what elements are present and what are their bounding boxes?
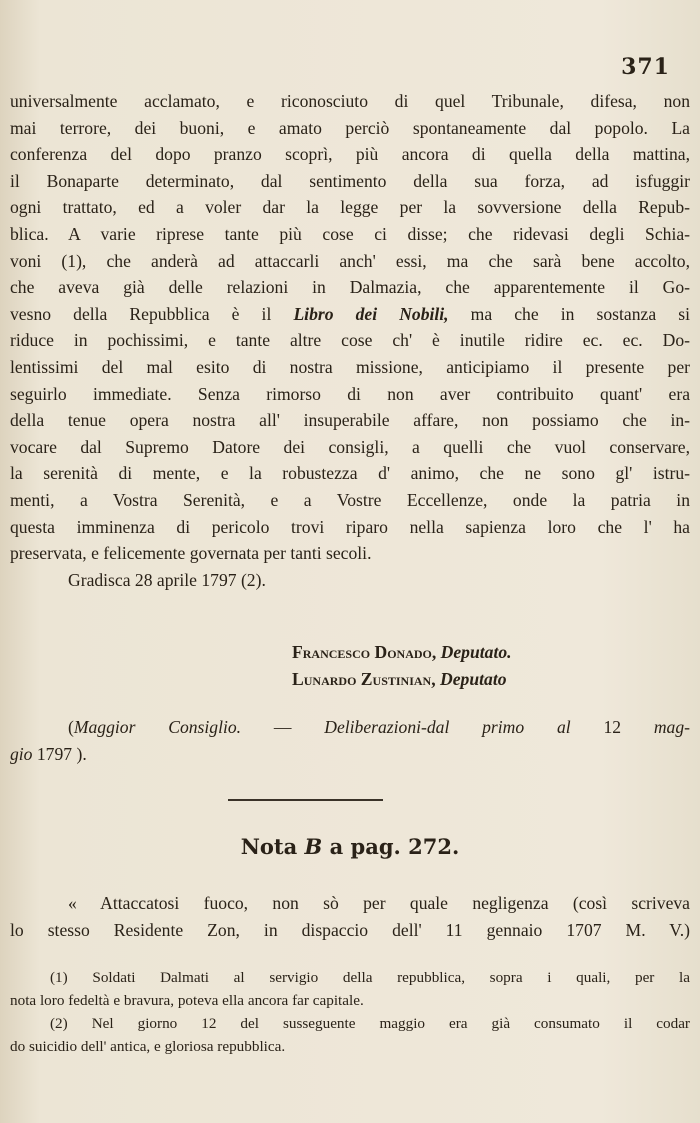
body-line: la serenità di mente, e la robustezza d' animo, che ne sono gl' istru- [10, 463, 690, 484]
signatory-role: Deputato. [440, 642, 512, 662]
body-line: vesno della Repubblica è il Libro dei Nobili, ma che in sostanza si [10, 303, 690, 324]
body-line: il Bonaparte determinato, dal sentimento della sua forza, ad isfuggir [10, 170, 690, 191]
body-line: seguirlo immediate. Senza rimorso di non aver contribuito quant' era [10, 383, 690, 404]
body-line: mai terrore, dei buoni, e amato perciò spontaneamente dal popolo. La [10, 117, 690, 138]
note-heading: Nota B a pag. 272. [240, 834, 460, 859]
note-text [10, 890, 690, 943]
signatory-name: Francesco Donado, [292, 642, 437, 662]
body-text [10, 88, 690, 593]
body-line: riduce in pochissimi, e tante altre cose ch' è inutile ridire ec. ec. Do- [10, 330, 690, 351]
section-divider [228, 799, 383, 801]
footnotes [10, 966, 690, 1058]
body-line: menti, a Vostra Serenità, e a Vostre Eccellenze, onde la patria in [10, 489, 690, 510]
footnote-line: nota loro fedeltà e bravura, poteva ella ancora far capitale. [10, 992, 364, 1009]
page-number: 371 [621, 54, 670, 80]
footnote-line: (2) Nel giorno 12 del susseguente maggio era già consumato il codar [50, 1015, 690, 1032]
body-line: lentissimi del mal esito di nostra missione, anticipiamo il presente per [10, 356, 690, 377]
body-line: universalmente acclamato, e riconosciuto di quel Tribunale, difesa, non [10, 91, 690, 111]
body-line: blica. A varie riprese tante più cose ci disse; che ridevasi degli Schia- [10, 223, 690, 244]
body-line: della tenue opera nostra all' insuperabile affare, non possiamo che in- [10, 410, 690, 431]
body-line: preservata, e felicemente governata per tanti secoli. [10, 543, 372, 564]
signatory-role: Deputato [440, 669, 507, 689]
date-line: Gradisca 28 aprile 1797 (2). [68, 569, 266, 590]
signatory-name: Lunardo Zustinian, [292, 669, 436, 689]
footnote-line: (1) Soldati Dalmati al servigio della repubblica, sopra i quali, per la [50, 969, 690, 986]
signature-donado [292, 642, 512, 663]
note-line: « Attaccatosi fuoco, non sò per quale negligenza (così scriveva [68, 893, 690, 913]
body-line: conferenza del dopo pranzo scoprì, più ancora di quella della mattina, [10, 144, 690, 165]
body-line: voni (1), che anderà ad attaccarli anch' essi, ma che sarà bene accolto, [10, 250, 690, 271]
signature-zustinian [292, 669, 507, 690]
body-line: questa imminenza di pericolo trovi riparo nella sapienza loro che l' ha [10, 516, 690, 537]
footnote-line: do suicidio dell' antica, e gloriosa repubblica. [10, 1038, 286, 1055]
body-line: vocare dal Supremo Datore dei consigli, a quelli che vuol conservare, [10, 436, 690, 457]
body-line: ogni trattato, ed a voler dar la legge per la sovversione della Repub- [10, 197, 690, 218]
body-line: che aveva già delle relazioni in Dalmazia, che apparentemente il Go- [10, 277, 690, 298]
note-line: lo stesso Residente Zon, in dispaccio dell' 11 gennaio 1707 M. V.) [10, 919, 690, 940]
archive-reference: (Maggior Consiglio. — Deliberazioni-dal primo al 12 mag- gio 1797 ). [10, 717, 690, 764]
